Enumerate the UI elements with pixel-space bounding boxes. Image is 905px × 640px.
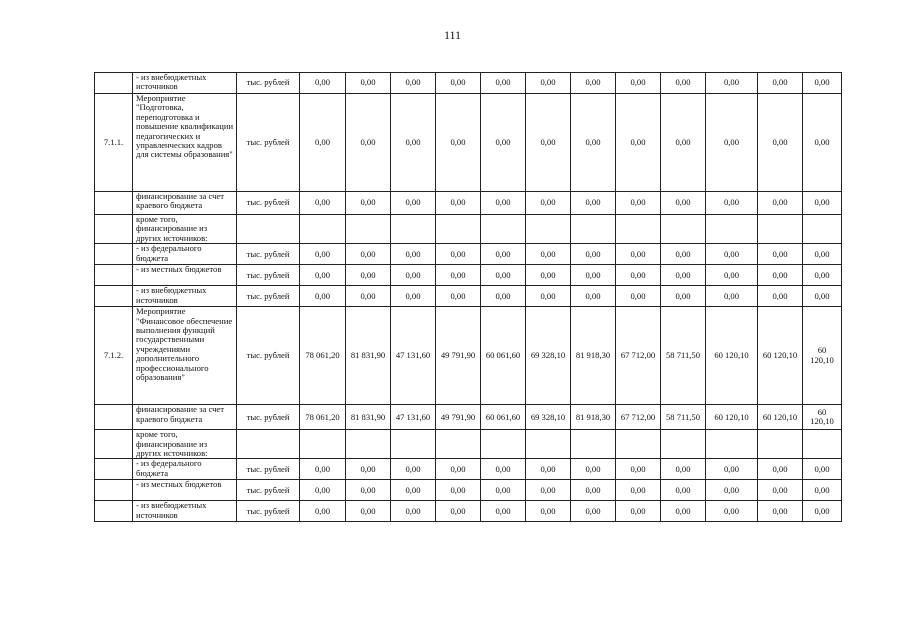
value-cell: 0,00 [436, 459, 481, 480]
value-cell: 0,00 [346, 265, 391, 286]
value-cell [571, 215, 616, 244]
value-cell: 0,00 [758, 286, 803, 307]
row-code: 7.1.1. [95, 94, 133, 192]
value-cell: 0,00 [616, 244, 661, 265]
value-cell: 60 120,10 [706, 307, 758, 405]
row-unit: тыс. рублей [237, 405, 300, 430]
value-cell [391, 215, 436, 244]
value-cell: 0,00 [706, 73, 758, 94]
row-name: - из внебюджетных источников [133, 73, 237, 94]
row-name: кроме того, финансирование из других источников: [133, 215, 237, 244]
value-cell [571, 430, 616, 459]
row-name: финансирование за счет краевого бюджета [133, 192, 237, 215]
value-cell: 0,00 [803, 286, 842, 307]
row-code [95, 480, 133, 501]
value-cell: 78 061,20 [300, 307, 346, 405]
value-cell [300, 430, 346, 459]
value-cell: 0,00 [571, 480, 616, 501]
value-cell: 0,00 [481, 501, 526, 522]
value-cell: 0,00 [758, 480, 803, 501]
value-cell: 0,00 [526, 265, 571, 286]
table-row [95, 501, 842, 522]
value-cell: 0,00 [571, 244, 616, 265]
value-cell: 0,00 [481, 244, 526, 265]
value-cell: 0,00 [616, 286, 661, 307]
value-cell: 0,00 [526, 480, 571, 501]
value-cell: 0,00 [803, 459, 842, 480]
value-cell: 60 120,10 [803, 405, 842, 430]
value-cell: 81 831,90 [346, 307, 391, 405]
row-name: кроме того, финансирование из других источников: [133, 430, 237, 459]
value-cell: 0,00 [436, 244, 481, 265]
row-code [95, 430, 133, 459]
value-cell: 67 712,00 [616, 307, 661, 405]
value-cell: 0,00 [803, 501, 842, 522]
value-cell: 0,00 [346, 94, 391, 192]
value-cell: 58 711,50 [661, 307, 706, 405]
row-unit: тыс. рублей [237, 307, 300, 405]
value-cell: 0,00 [571, 192, 616, 215]
table-row [95, 480, 842, 501]
row-unit [237, 215, 300, 244]
value-cell: 0,00 [661, 192, 706, 215]
row-unit: тыс. рублей [237, 94, 300, 192]
value-cell [706, 430, 758, 459]
value-cell [526, 215, 571, 244]
value-cell: 0,00 [300, 286, 346, 307]
value-cell [661, 215, 706, 244]
value-cell: 60 061,60 [481, 307, 526, 405]
row-name: - из местных бюджетов [133, 265, 237, 286]
table-row [95, 430, 842, 459]
budget-table [94, 72, 842, 522]
value-cell: 0,00 [346, 286, 391, 307]
value-cell: 0,00 [571, 286, 616, 307]
value-cell: 0,00 [436, 501, 481, 522]
value-cell: 0,00 [616, 192, 661, 215]
value-cell [616, 215, 661, 244]
row-unit: тыс. рублей [237, 501, 300, 522]
value-cell: 0,00 [436, 286, 481, 307]
value-cell: 0,00 [661, 94, 706, 192]
value-cell: 0,00 [481, 286, 526, 307]
value-cell [436, 215, 481, 244]
value-cell: 0,00 [758, 501, 803, 522]
value-cell: 0,00 [661, 244, 706, 265]
value-cell: 0,00 [300, 73, 346, 94]
row-name: - из федерального бюджета [133, 459, 237, 480]
value-cell: 0,00 [571, 73, 616, 94]
row-unit: тыс. рублей [237, 286, 300, 307]
row-unit: тыс. рублей [237, 265, 300, 286]
row-code [95, 265, 133, 286]
value-cell: 0,00 [300, 192, 346, 215]
table-row [95, 244, 842, 265]
value-cell: 0,00 [571, 265, 616, 286]
table-row [95, 459, 842, 480]
value-cell: 0,00 [481, 94, 526, 192]
row-code [95, 73, 133, 94]
value-cell [481, 430, 526, 459]
value-cell: 0,00 [346, 244, 391, 265]
value-cell: 0,00 [391, 265, 436, 286]
value-cell: 0,00 [803, 244, 842, 265]
value-cell: 0,00 [300, 501, 346, 522]
value-cell [526, 430, 571, 459]
value-cell: 0,00 [391, 94, 436, 192]
value-cell: 0,00 [300, 94, 346, 192]
value-cell [706, 215, 758, 244]
value-cell: 0,00 [436, 265, 481, 286]
table-row [95, 307, 842, 405]
value-cell: 0,00 [346, 480, 391, 501]
value-cell: 0,00 [758, 192, 803, 215]
row-code [95, 405, 133, 430]
value-cell [661, 430, 706, 459]
value-cell: 81 831,90 [346, 405, 391, 430]
row-name: - из внебюджетных источников [133, 286, 237, 307]
value-cell: 0,00 [616, 94, 661, 192]
value-cell: 0,00 [391, 480, 436, 501]
value-cell: 0,00 [571, 501, 616, 522]
value-cell [346, 430, 391, 459]
value-cell [300, 215, 346, 244]
table-row [95, 73, 842, 94]
value-cell: 0,00 [391, 459, 436, 480]
value-cell: 0,00 [391, 244, 436, 265]
row-unit [237, 430, 300, 459]
value-cell [803, 215, 842, 244]
value-cell: 0,00 [391, 501, 436, 522]
value-cell: 0,00 [706, 459, 758, 480]
value-cell: 0,00 [661, 501, 706, 522]
value-cell: 0,00 [346, 459, 391, 480]
value-cell: 0,00 [481, 192, 526, 215]
value-cell: 0,00 [661, 459, 706, 480]
table-row [95, 215, 842, 244]
value-cell: 0,00 [436, 73, 481, 94]
value-cell: 0,00 [526, 286, 571, 307]
value-cell: 0,00 [436, 94, 481, 192]
row-unit: тыс. рублей [237, 480, 300, 501]
value-cell: 60 120,10 [803, 307, 842, 405]
row-name: Мероприятие "Финансовое обеспечение выполнения функций государственными учреждениями дополнительного профессионального образования" [133, 307, 237, 405]
row-code [95, 286, 133, 307]
row-unit: тыс. рублей [237, 192, 300, 215]
value-cell: 0,00 [481, 459, 526, 480]
value-cell [436, 430, 481, 459]
value-cell: 0,00 [526, 459, 571, 480]
row-code [95, 459, 133, 480]
page-number: 111 [443, 28, 462, 42]
value-cell: 47 131,60 [391, 307, 436, 405]
value-cell: 0,00 [571, 459, 616, 480]
row-name: - из местных бюджетов [133, 480, 237, 501]
row-code [95, 244, 133, 265]
value-cell: 0,00 [346, 73, 391, 94]
value-cell: 0,00 [391, 73, 436, 94]
value-cell: 60 061,60 [481, 405, 526, 430]
value-cell: 81 918,30 [571, 307, 616, 405]
value-cell: 78 061,20 [300, 405, 346, 430]
row-unit: тыс. рублей [237, 459, 300, 480]
value-cell: 0,00 [758, 94, 803, 192]
row-unit: тыс. рублей [237, 244, 300, 265]
value-cell: 0,00 [526, 94, 571, 192]
value-cell: 0,00 [706, 480, 758, 501]
value-cell: 0,00 [436, 192, 481, 215]
value-cell: 0,00 [300, 244, 346, 265]
value-cell: 0,00 [616, 73, 661, 94]
table-row [95, 286, 842, 307]
value-cell: 0,00 [300, 459, 346, 480]
table-row [95, 265, 842, 286]
value-cell: 0,00 [706, 265, 758, 286]
row-unit: тыс. рублей [237, 73, 300, 94]
value-cell: 0,00 [616, 480, 661, 501]
value-cell: 0,00 [661, 480, 706, 501]
value-cell: 0,00 [526, 501, 571, 522]
row-name: Мероприятие "Подготовка, переподготовка и повышение квалификации педагогических и управленческих кадров для системы образования" [133, 94, 237, 192]
value-cell: 0,00 [616, 501, 661, 522]
value-cell [803, 430, 842, 459]
value-cell [758, 430, 803, 459]
value-cell: 0,00 [758, 73, 803, 94]
row-code [95, 215, 133, 244]
value-cell: 0,00 [300, 265, 346, 286]
value-cell: 58 711,50 [661, 405, 706, 430]
value-cell: 67 712,00 [616, 405, 661, 430]
value-cell: 0,00 [661, 265, 706, 286]
value-cell: 81 918,30 [571, 405, 616, 430]
value-cell: 0,00 [706, 286, 758, 307]
value-cell: 0,00 [481, 480, 526, 501]
value-cell: 0,00 [803, 480, 842, 501]
value-cell: 0,00 [661, 286, 706, 307]
row-code: 7.1.2. [95, 307, 133, 405]
value-cell: 0,00 [526, 244, 571, 265]
value-cell: 0,00 [706, 94, 758, 192]
table-row [95, 405, 842, 430]
value-cell: 0,00 [706, 192, 758, 215]
value-cell: 49 791,90 [436, 405, 481, 430]
value-cell: 0,00 [706, 244, 758, 265]
value-cell: 60 120,10 [758, 405, 803, 430]
value-cell: 60 120,10 [758, 307, 803, 405]
row-code [95, 192, 133, 215]
value-cell: 0,00 [346, 501, 391, 522]
value-cell: 0,00 [803, 94, 842, 192]
table-row [95, 94, 842, 192]
value-cell [758, 215, 803, 244]
value-cell: 0,00 [758, 244, 803, 265]
value-cell: 49 791,90 [436, 307, 481, 405]
value-cell: 0,00 [391, 286, 436, 307]
value-cell: 47 131,60 [391, 405, 436, 430]
value-cell: 0,00 [616, 265, 661, 286]
value-cell [391, 430, 436, 459]
value-cell: 0,00 [616, 459, 661, 480]
value-cell: 0,00 [481, 73, 526, 94]
value-cell: 0,00 [300, 480, 346, 501]
value-cell [346, 215, 391, 244]
value-cell: 0,00 [758, 459, 803, 480]
value-cell: 0,00 [706, 501, 758, 522]
value-cell: 0,00 [436, 480, 481, 501]
value-cell [481, 215, 526, 244]
value-cell: 60 120,10 [706, 405, 758, 430]
row-code [95, 501, 133, 522]
value-cell: 0,00 [526, 73, 571, 94]
row-name: - из федерального бюджета [133, 244, 237, 265]
value-cell: 0,00 [346, 192, 391, 215]
value-cell: 0,00 [803, 192, 842, 215]
table-row [95, 192, 842, 215]
table-body [95, 73, 842, 522]
value-cell: 0,00 [481, 265, 526, 286]
value-cell [616, 430, 661, 459]
value-cell: 69 328,10 [526, 405, 571, 430]
value-cell: 69 328,10 [526, 307, 571, 405]
value-cell: 0,00 [571, 94, 616, 192]
row-name: финансирование за счет краевого бюджета [133, 405, 237, 430]
value-cell: 0,00 [803, 73, 842, 94]
value-cell: 0,00 [526, 192, 571, 215]
value-cell: 0,00 [661, 73, 706, 94]
row-name: - из внебюджетных источников [133, 501, 237, 522]
value-cell: 0,00 [391, 192, 436, 215]
value-cell: 0,00 [758, 265, 803, 286]
value-cell: 0,00 [803, 265, 842, 286]
